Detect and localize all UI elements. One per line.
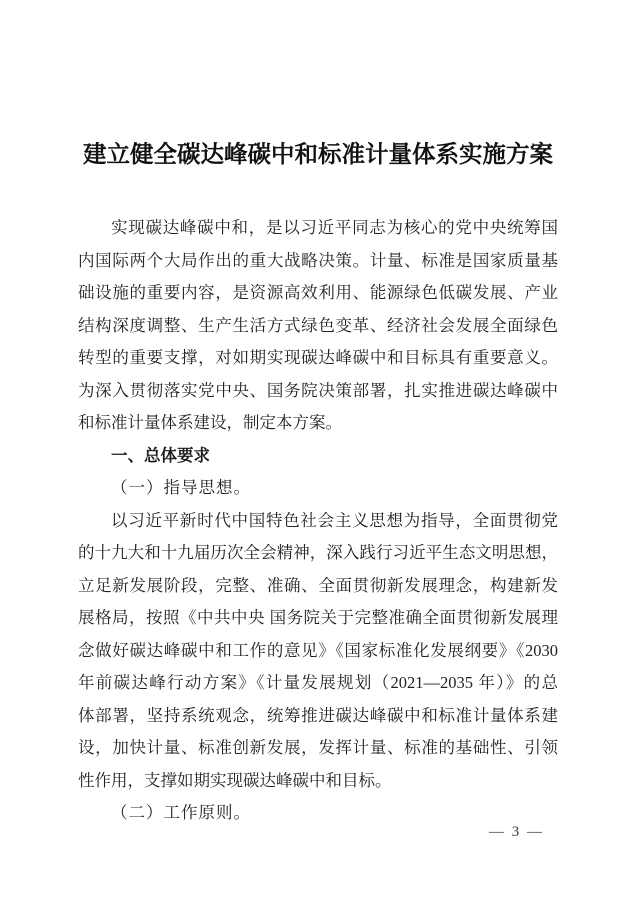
text-line: 的十九大和十九届历次全会精神，深入践行习近平生态文明思想， bbox=[78, 543, 558, 562]
text-line: 立足新发展阶段，完整、准确、全面贯彻新发展理念，构建新发 bbox=[78, 575, 558, 595]
document-body bbox=[78, 212, 558, 830]
section-heading: 一、总体要求 bbox=[111, 446, 210, 465]
text-line: 结构深度调整、生产生活方式绿色变革、经济社会发展全面绿色 bbox=[78, 315, 558, 335]
text-line: 年前碳达峰行动方案》《计量发展规划（2021—2035 年）》的总 bbox=[78, 673, 558, 692]
page-number: — 3 — bbox=[489, 824, 544, 840]
document-title: 建立健全碳达峰碳中和标准计量体系实施方案 bbox=[83, 142, 553, 168]
text-line: 础设施的重要内容，是资源高效利用、能源绿色低碳发展、产业 bbox=[78, 283, 558, 302]
text-line: 体部署，坚持系统观念，统筹推进碳达峰碳中和标准计量体系建 bbox=[78, 705, 558, 725]
text-line: 设，加快计量、标准创新发展，发挥计量、标准的基础性、引领 bbox=[78, 738, 558, 757]
text-line: 实现碳达峰碳中和，是以习近平同志为核心的党中央统筹国 bbox=[111, 218, 558, 237]
subsection-heading: （二）工作原则。 bbox=[111, 803, 251, 822]
text-line: 和标准计量体系建设，制定本方案。 bbox=[78, 413, 342, 432]
text-line: 内国际两个大局作出的重大战略决策。计量、标准是国家质量基 bbox=[78, 250, 558, 270]
text-line: 为深入贯彻落实党中央、国务院决策部署，扎实推进碳达峰碳中 bbox=[78, 380, 558, 400]
subsection-heading: （一）指导思想。 bbox=[111, 478, 251, 497]
text-line: 以习近平新时代中国特色社会主义思想为指导，全面贯彻党 bbox=[111, 510, 558, 530]
text-line: 展格局，按照《中共中央 国务院关于完整准确全面贯彻新发展理 bbox=[78, 608, 558, 627]
text-line: 转型的重要支撑，对如期实现碳达峰碳中和目标具有重要意义。 bbox=[78, 348, 558, 367]
text-line: 念做好碳达峰碳中和工作的意见》《国家标准化发展纲要》《2030 bbox=[78, 640, 558, 660]
text-line: 性作用，支撑如期实现碳达峰碳中和目标。 bbox=[78, 770, 392, 790]
